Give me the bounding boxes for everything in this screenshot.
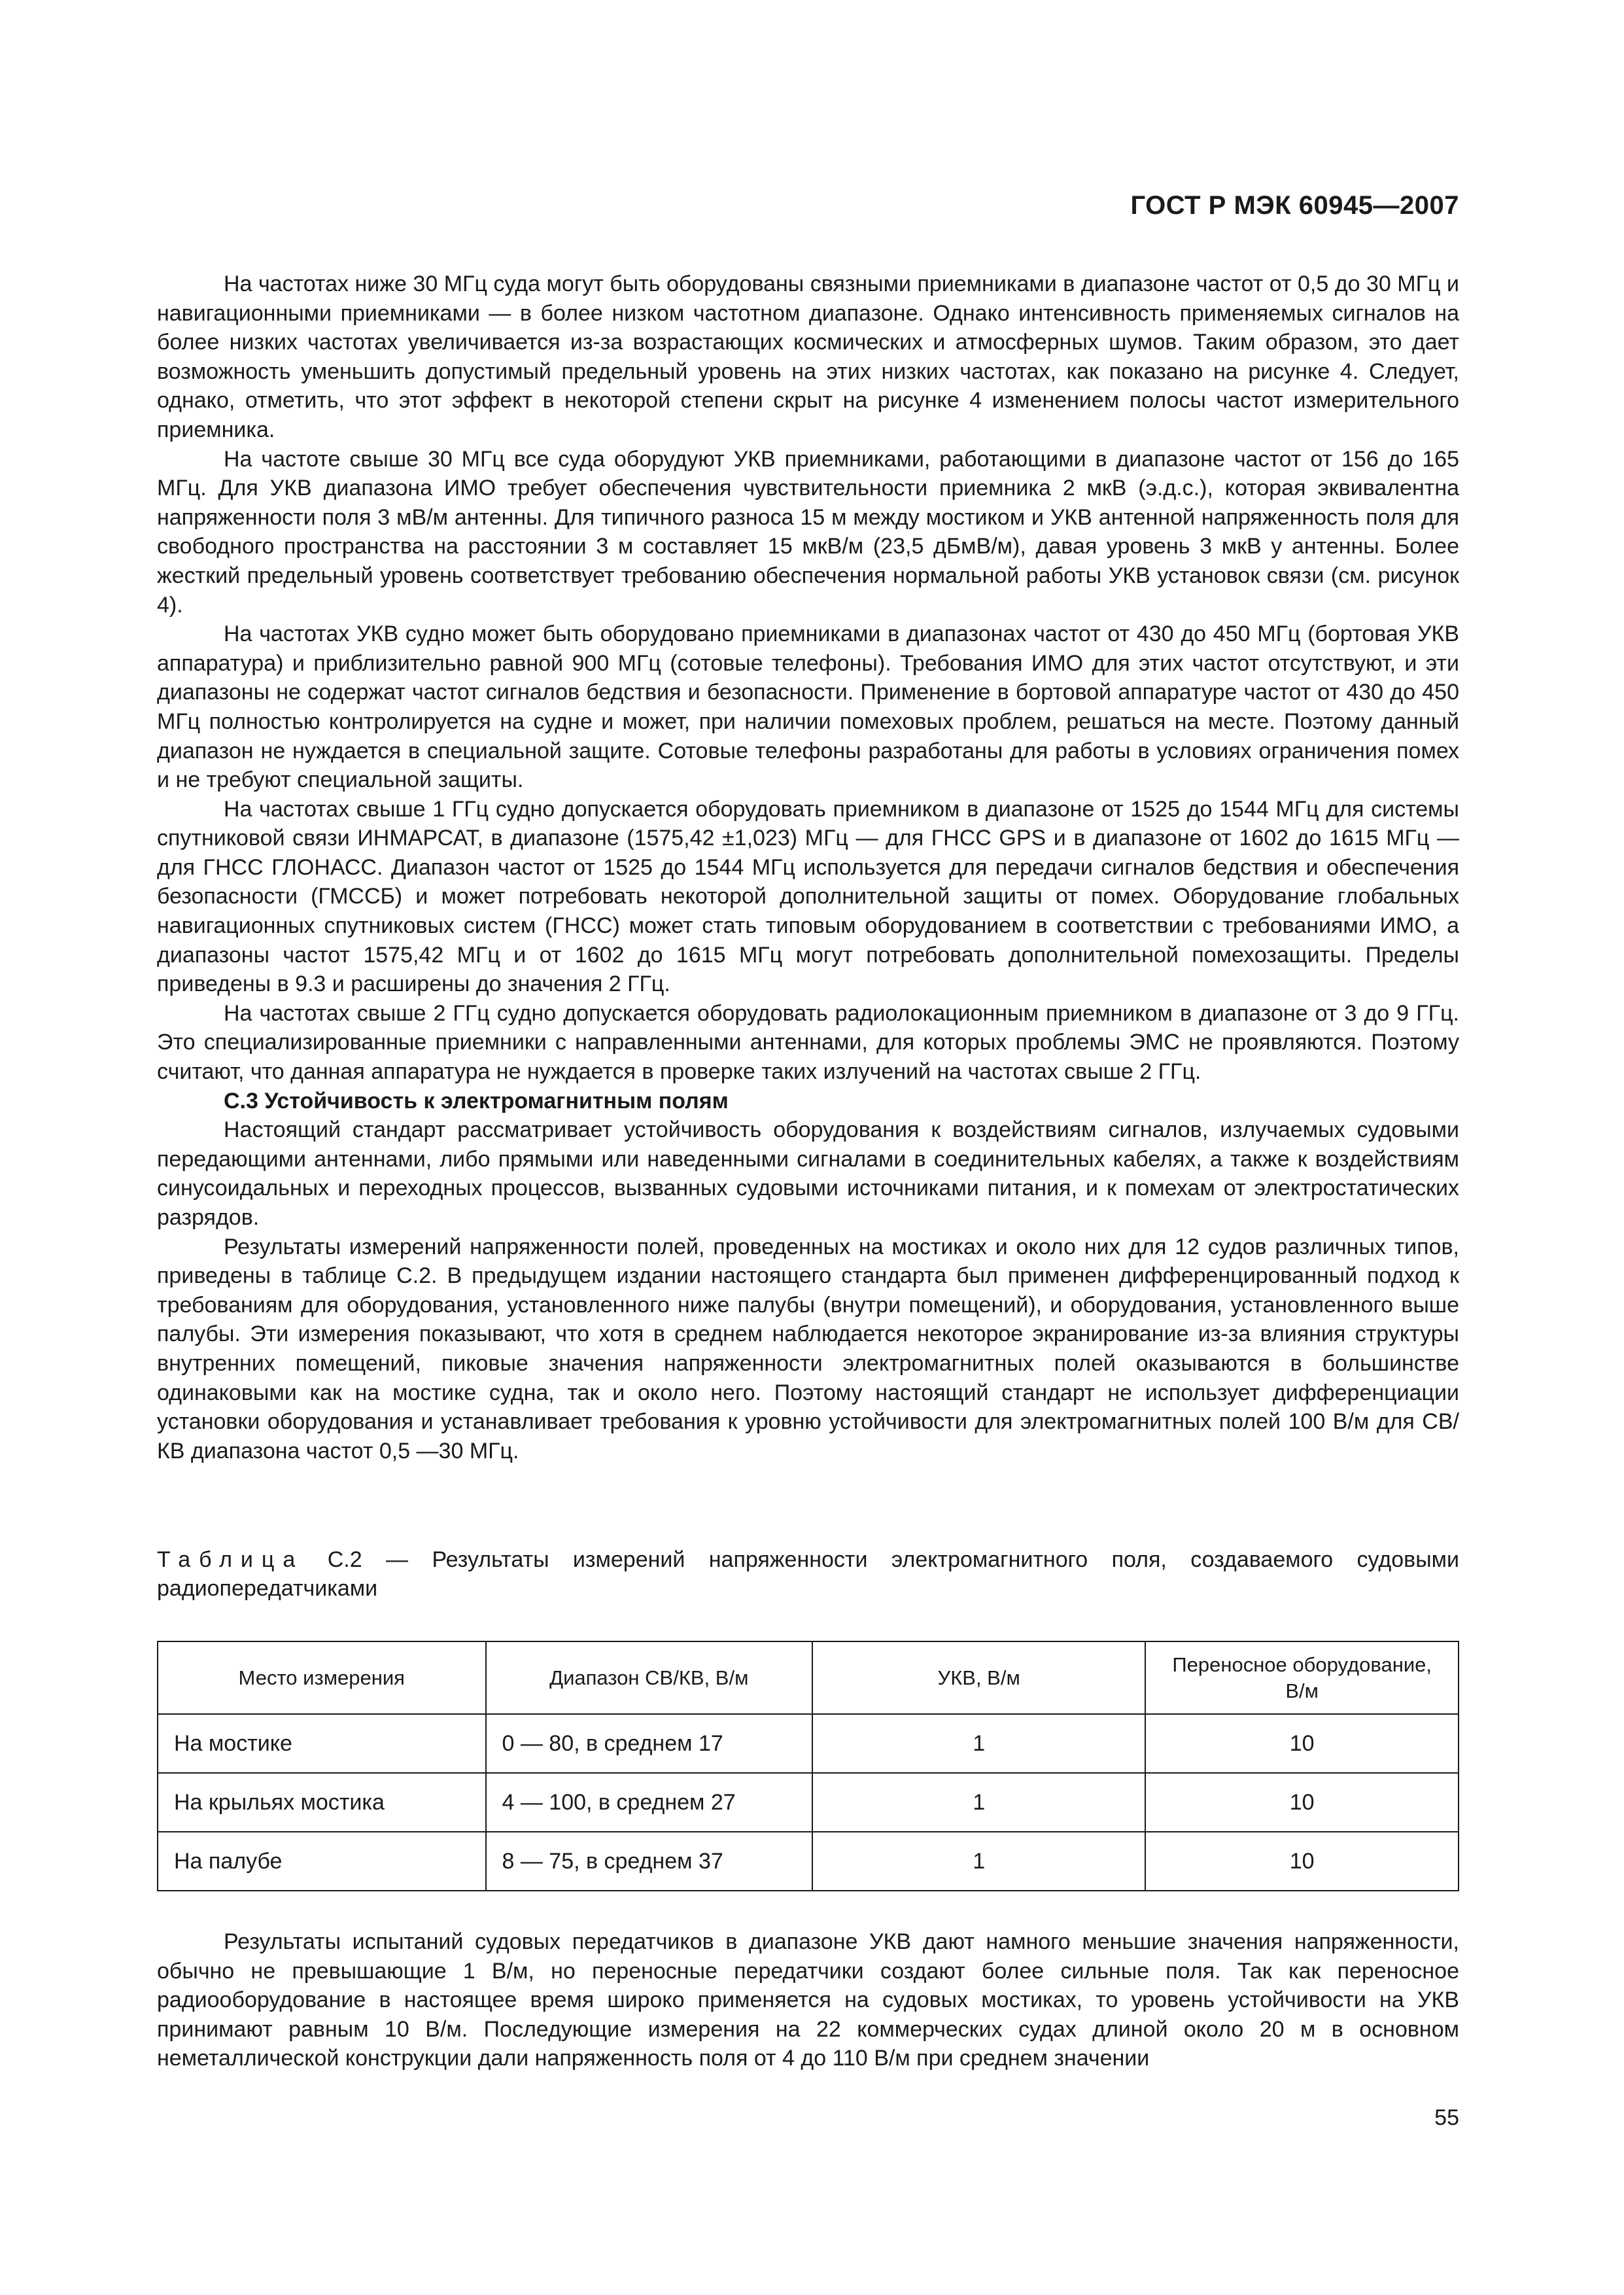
- footer-text: [157, 1927, 1459, 2073]
- table-cell: 4 — 100, в среднем 27: [486, 1773, 812, 1832]
- table-cell: 10: [1145, 1832, 1459, 1891]
- table-header-row: [158, 1641, 1459, 1714]
- table-cell: На крыльях мостика: [158, 1773, 486, 1832]
- column-header: Переносное оборудование, В/м: [1145, 1641, 1459, 1714]
- table-cell: 8 — 75, в среднем 37: [486, 1832, 812, 1891]
- table-cell: 1: [812, 1714, 1145, 1773]
- column-header: УКВ, В/м: [812, 1641, 1145, 1714]
- table-caption: [157, 1545, 1459, 1603]
- section-heading: С.3 Устойчивость к электромагнитным полям: [224, 1088, 729, 1113]
- table-cell: 1: [812, 1832, 1145, 1891]
- body-text: [157, 270, 1459, 1465]
- table-row: [158, 1714, 1459, 1773]
- table-cell: 10: [1145, 1773, 1459, 1832]
- paragraph: Результаты испытаний судовых передатчиков в диапазоне УКВ дают намного меньшие значения напряженности, обычно не превышающие 1 В/м, но переносные передатчики создают более сильные поля. Так как переносное радиооборудование в настоящее время широко применяется на судовых мостиках, то уровень устойчивости на УКВ принимают равным 10 В/м. Последующие измерения на 22 коммерческих судах длиной около 20 м в основном неметаллической конструкции дали напряженность поля от 4 до 110 В/м при среднем значении: [157, 1929, 1459, 2071]
- paragraph: На частотах УКВ судно может быть оборудовано приемниками в диапазонах частот от 430 до 450 МГц (бортовая УКВ аппаратура) и приблизительно равной 900 МГц (сотовые телефоны). Требования ИМО для этих частот отсутствуют, и эти диапазоны не содержат частот сигналов бедствия и безопасности. Применение в бортовой аппаратуре частот от 430 до 450 МГц полностью контролируется на судне и может, при наличии помеховых проблем, решаться на месте. Поэтому данный диапазон не нуждается в специальной защите. Сотовые телефоны разработаны для работы в условиях ограничения помех и не требуют специальной защиты.: [157, 622, 1459, 793]
- paragraph: Результаты измерений напряженности полей, проведенных на мостиках и около них для 12 судов различных типов, приведены в таблице С.2. В предыдущем издании настоящего стандарта был применен дифференцированный подход к требованиям для оборудования, установленного ниже палубы (внутри помещений), и оборудования, установленного выше палубы. Эти измерения показывают, что хотя в среднем наблюдается некоторое экранирование из-за влияния структуры внутренних помещений, пиковые значения напряженности электромагнитных полей оказываются в большинстве одинаковыми как на мостике судна, так и около него. Поэтому настоящий стандарт не использует дифференциации установки оборудования и устанавливает требования к уровню устойчивости для электромагнитных полей 100 В/м для СВ/КВ диапазона частот 0,5 —30 МГц.: [157, 1234, 1459, 1463]
- table-cell: 1: [812, 1773, 1145, 1832]
- table-caption-label: Таблица: [157, 1547, 304, 1572]
- table-cell: На мостике: [158, 1714, 486, 1773]
- paragraph: На частотах свыше 2 ГГц судно допускается оборудовать радиолокационным приемником в диапазоне от 3 до 9 ГГц. Это специализированные приемники с направленными антеннами, для которых проблемы ЭМС не проявляются. Поэтому считают, что данная аппаратура не нуждается в проверке таких излучений на частотах свыше 2 ГГц.: [157, 1000, 1459, 1085]
- measurement-table: [157, 1641, 1459, 1891]
- table-row: [158, 1832, 1459, 1891]
- paragraph: На частоте свыше 30 МГц все суда оборудуют УКВ приемниками, работающими в диапазоне частот от 156 до 165 МГц. Для УКВ диапазона ИМО требует обеспечения чувствительности приемника 2 мкВ (э.д.с.), которая эквивалентна напряженности поля 3 мВ/м антенны. Для типичного разноса 15 м между мостиком и УКВ антенной напряженность поля для свободного пространства на расстоянии 3 м составляет 15 мкВ/м (23,5 дБмВ/м), давая уровень 3 мкВ у антенны. Более жесткий предельный уровень соответствует требованию обеспечения нормальной работы УКВ установок связи (см. рисунок 4).: [157, 446, 1459, 618]
- column-header: Место измерения: [158, 1641, 486, 1714]
- table-row: [158, 1773, 1459, 1832]
- paragraph: На частотах свыше 1 ГГц судно допускается оборудовать приемником в диапазоне от 1525 до 1544 МГц для системы спутниковой связи ИНМАРСАТ, в диапазоне (1575,42 ±1,023) МГц — для ГНСС GPS и в диапазоне от 1602 до 1615 МГц — для ГНСС ГЛОНАСС. Диапазон частот от 1525 до 1544 МГц используется для передачи сигналов бедствия и обеспечения безопасности (ГМССБ) и может потребовать некоторой дополнительной защиты от помех. Оборудование глобальных навигационных спутниковых систем (ГНСС) может стать типовым оборудованием в соответствии с требованиями ИМО, а диапазоны частот 1575,42 МГц и от 1602 до 1615 МГц могут потребовать дополнительной помехозащиты. Пределы приведены в 9.3 и расширены до значения 2 ГГц.: [157, 796, 1459, 997]
- table-cell: 10: [1145, 1714, 1459, 1773]
- table-caption-text: С.2 — Результаты измерений напряженности электромагнитного поля, создаваемого судовыми радиопередатчиками: [157, 1547, 1459, 1601]
- table-cell: 0 — 80, в среднем 17: [486, 1714, 812, 1773]
- document-id-header: ГОСТ Р МЭК 60945—2007: [1130, 191, 1459, 220]
- table-cell: На палубе: [158, 1832, 486, 1891]
- page-number: 55: [1434, 2105, 1459, 2130]
- column-header: Диапазон СВ/КВ, В/м: [486, 1641, 812, 1714]
- paragraph: Настоящий стандарт рассматривает устойчивость оборудования к воздействиям сигналов, излучаемых судовыми передающими антеннами, либо прямыми или наведенными сигналами в соединительных кабелях, а также к воздействиям синусоидальных и переходных процессов, вызванных судовыми источниками питания, и к помехам от электростатических разрядов.: [157, 1117, 1459, 1230]
- paragraph: На частотах ниже 30 МГц суда могут быть оборудованы связными приемниками в диапазоне частот от 0,5 до 30 МГц и навигационными приемниками — в более низком частотном диапазоне. Однако интенсивность применяемых сигналов на более низких частотах увеличивается из-за возрастающих космических и атмосферных шумов. Таким образом, это дает возможность уменьшить допустимый предельный уровень на этих низких частотах, как показано на рисунке 4. Следует, однако, отметить, что этот эффект в некоторой степени скрыт на рисунке 4 изменением полосы частот измерительного приемника.: [157, 272, 1459, 442]
